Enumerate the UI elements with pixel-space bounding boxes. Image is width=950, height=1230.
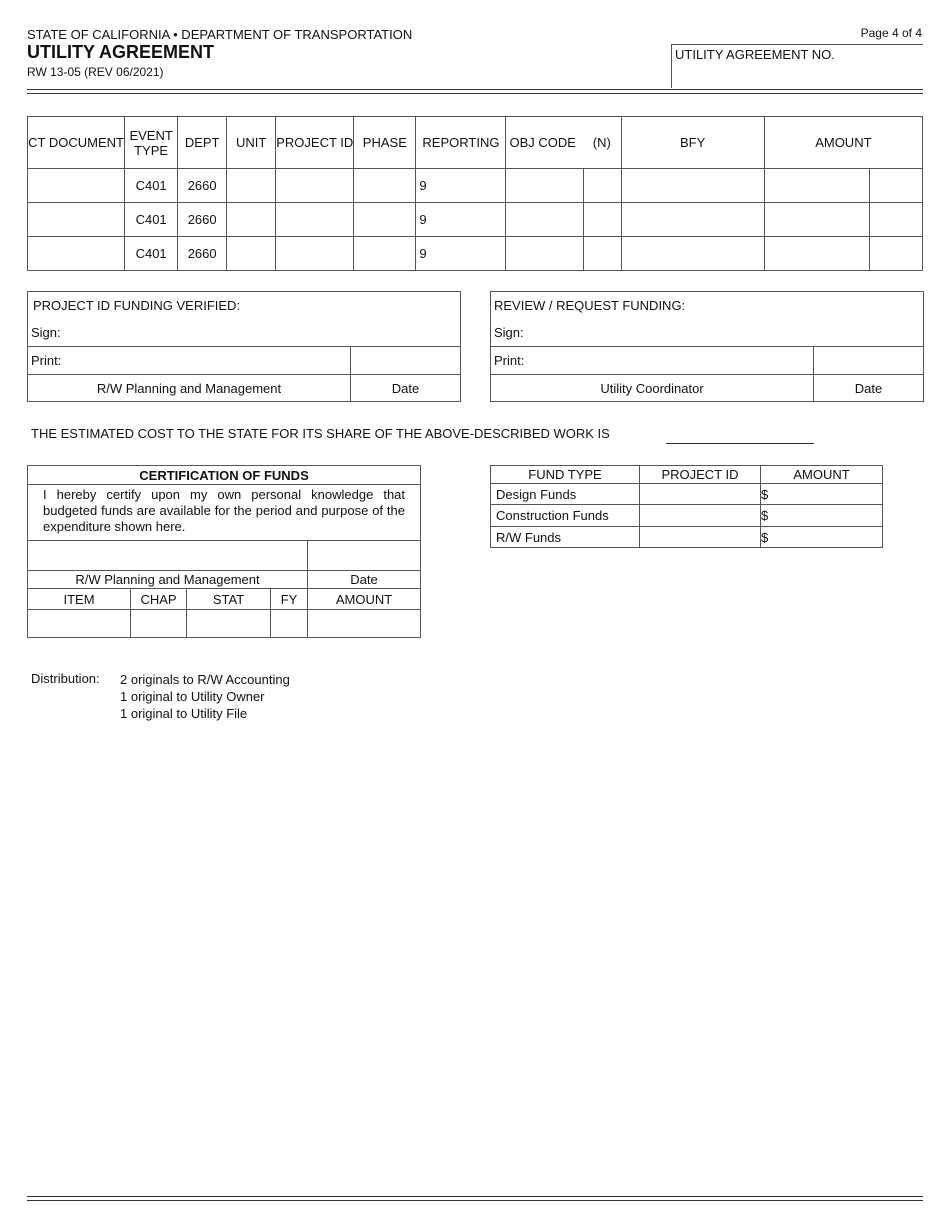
header-obj-code: OBJ CODE [506,117,583,169]
amount-field[interactable] [308,610,421,638]
sign-label: Sign: [31,324,61,340]
fund-type-cell: Construction Funds [491,505,640,527]
header-bfy: BFY [621,117,764,169]
dept-cell: 2660 [178,203,227,237]
obj-code-cell[interactable] [506,169,583,203]
amount-cell[interactable] [764,169,869,203]
amount-cents-cell[interactable] [869,169,922,203]
header-fund-type: FUND TYPE [491,466,640,484]
event-type-cell: C401 [125,203,178,237]
header-item: ITEM [28,589,131,610]
unit-cell[interactable] [227,203,276,237]
estimated-cost-field[interactable] [666,426,814,444]
unit-cell[interactable] [227,169,276,203]
table-row [28,203,923,237]
certification-signature-field[interactable] [28,541,308,571]
header-amount: AMOUNT [764,117,922,169]
review-request-title: REVIEW / REQUEST FUNDING: [491,292,924,319]
agreement-no-label: UTILITY AGREEMENT NO. [675,47,835,62]
project-id-field[interactable] [640,484,761,505]
header-dept: DEPT [178,117,227,169]
bfy-cell[interactable] [621,203,764,237]
reporting-cell: 9 [416,203,506,237]
ct-document-cell[interactable] [28,237,125,271]
bfy-cell[interactable] [621,237,764,271]
amount-cents-cell[interactable] [869,237,922,271]
funding-verified-date-label: Date [351,375,461,402]
agency-line: STATE OF CALIFORNIA • DEPARTMENT OF TRANSPORTATION [27,27,413,42]
distribution-list [120,671,290,722]
header-chap: CHAP [131,589,187,610]
footer-rule-top [27,1196,923,1197]
amount-cents-cell[interactable] [869,203,922,237]
chap-field[interactable] [131,610,187,638]
n-cell[interactable] [583,169,621,203]
n-cell[interactable] [583,203,621,237]
project-id-field[interactable] [640,527,761,548]
funding-verified-box [27,291,461,402]
review-request-date-field[interactable] [814,347,924,375]
phase-cell[interactable] [354,169,416,203]
funding-verified-role: R/W Planning and Management [28,375,351,402]
project-id-cell[interactable] [276,237,354,271]
item-field[interactable] [28,610,131,638]
funding-verified-date-field[interactable] [351,347,461,375]
unit-cell[interactable] [227,237,276,271]
fund-type-cell: R/W Funds [491,527,640,548]
page-number: Page 4 of 4 [860,26,922,40]
distribution-line: 2 originals to R/W Accounting [120,672,290,687]
certification-date-label: Date [308,571,421,589]
certification-date-field[interactable] [308,541,421,571]
distribution-label: Distribution: [31,671,100,686]
distribution-line: 1 original to Utility File [120,706,248,721]
table-row [28,169,923,203]
review-request-sign[interactable] [491,319,924,347]
obj-code-cell[interactable] [506,203,583,237]
certification-statement: I hereby certify upon my own personal knowledge that budgeted funds are available for the period and purpose of the expenditure shown here. [28,485,421,541]
certification-table [27,465,421,638]
fund-table [490,465,883,548]
project-id-cell[interactable] [276,203,354,237]
header-rule-bottom [27,93,923,94]
header-project-id: PROJECT ID [640,466,761,484]
obj-code-cell[interactable] [506,237,583,271]
stat-field[interactable] [187,610,271,638]
header-event-type: EVENT TYPE [125,117,178,169]
form-title: UTILITY AGREEMENT [27,42,215,62]
header-project-id: PROJECT ID [276,117,354,169]
amount-field[interactable] [761,484,883,505]
header-rule-top [27,89,923,90]
header-stat: STAT [187,589,271,610]
certification-role: R/W Planning and Management [28,571,308,589]
header-fy: FY [271,589,308,610]
table-row [28,610,421,638]
amount-field[interactable] [761,527,883,548]
dept-cell: 2660 [178,169,227,203]
project-id-field[interactable] [640,505,761,527]
header-amount: AMOUNT [761,466,883,484]
footer-rule-bottom [27,1200,923,1201]
agreement-no-box[interactable] [671,44,923,88]
funding-verified-title: PROJECT ID FUNDING VERIFIED: [28,292,461,319]
funding-verified-print[interactable] [28,347,351,375]
sign-label: Sign: [494,324,524,340]
certification-title: CERTIFICATION OF FUNDS [28,466,421,485]
distribution-line: 1 original to Utility Owner [120,689,265,704]
header-amount: AMOUNT [308,589,421,610]
ct-document-cell[interactable] [28,169,125,203]
form-number: RW 13-05 (REV 06/2021) [27,65,164,79]
print-label: Print: [31,353,62,368]
review-request-role: Utility Coordinator [491,375,814,402]
print-label: Print: [494,353,525,368]
fund-type-cell: Design Funds [491,484,640,505]
bfy-cell[interactable] [621,169,764,203]
review-request-print[interactable] [491,347,814,375]
table-row [491,527,883,548]
project-id-cell[interactable] [276,169,354,203]
dept-cell: 2660 [178,237,227,271]
accounting-table [27,116,923,271]
n-cell[interactable] [583,237,621,271]
table-row [28,237,923,271]
reporting-cell: 9 [416,237,506,271]
event-type-cell: C401 [125,169,178,203]
header-phase: PHASE [354,117,416,169]
amount-field[interactable] [761,505,883,527]
review-request-date-label: Date [814,375,924,402]
header-n: (N) [583,117,621,169]
event-type-cell: C401 [125,237,178,271]
currency-symbol: $ [761,529,769,545]
header-unit: UNIT [227,117,276,169]
phase-cell[interactable] [354,237,416,271]
phase-cell[interactable] [354,203,416,237]
amount-cell[interactable] [764,237,869,271]
amount-cell[interactable] [764,203,869,237]
ct-document-cell[interactable] [28,203,125,237]
funding-verified-sign[interactable] [28,319,461,347]
currency-symbol: $ [761,486,769,502]
header-reporting: REPORTING [416,117,506,169]
review-request-box [490,291,924,402]
table-row [491,505,883,527]
table-row [491,484,883,505]
estimated-cost-label: THE ESTIMATED COST TO THE STATE FOR ITS SHARE OF THE ABOVE-DESCRIBED WORK IS [31,426,610,441]
fy-field[interactable] [271,610,308,638]
reporting-cell: 9 [416,169,506,203]
header-ct-document: CT DOCUMENT [28,117,125,169]
currency-symbol: $ [761,508,769,523]
